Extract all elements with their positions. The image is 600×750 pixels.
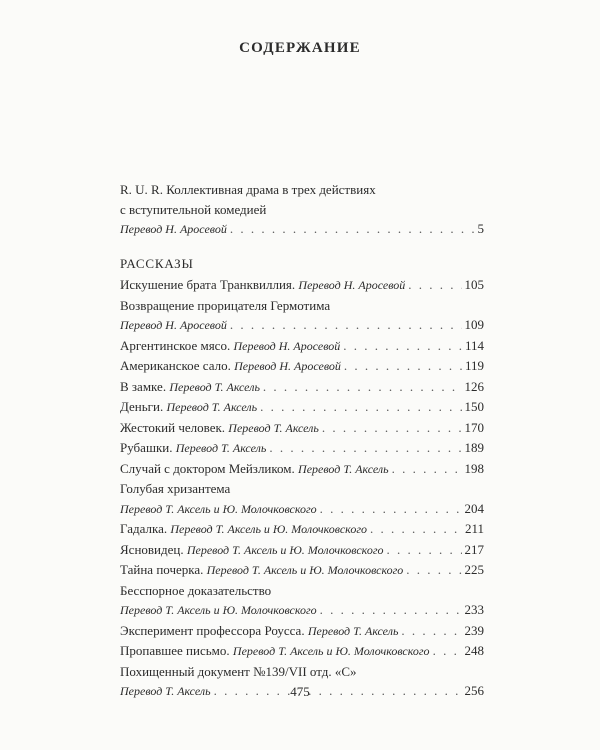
toc-line [120, 540, 484, 561]
story-page: 189 [464, 440, 484, 455]
story-translator: Перевод Т. Аксель и Ю. Молочковского [170, 522, 367, 536]
toc-line-text [120, 519, 367, 540]
story-title: Бесспорное доказательство [120, 582, 272, 598]
story-title: Случай с доктором Мейзликом. [120, 460, 295, 476]
toc-line-text [120, 479, 230, 499]
story-title: Пропавшее письмо. [120, 643, 230, 658]
toc-line [120, 479, 484, 499]
story-translator: Перевод Н. Аросевой [234, 359, 341, 373]
leader-dots [392, 459, 462, 479]
leader-dots [263, 377, 462, 397]
play-title-line-1: R. U. R. Коллективная драма в трех действиях [120, 182, 376, 197]
toc-line-text [120, 600, 317, 621]
toc-line [120, 600, 484, 621]
toc-entry [120, 621, 484, 642]
leader-dots [344, 356, 462, 376]
toc-entry [120, 438, 484, 459]
story-title: Тайна почерка. [120, 562, 204, 577]
story-page: 170 [464, 419, 484, 435]
story-translator: Перевод Т. Аксель [298, 461, 389, 476]
toc-entry [120, 560, 484, 581]
toc-entry [120, 275, 484, 296]
toc-line [120, 560, 484, 581]
story-translator: Перевод Н. Аросевой [233, 338, 341, 353]
leader-dots [433, 641, 462, 661]
toc-line [120, 581, 484, 601]
leader-dots [408, 275, 461, 295]
toc-line-text [120, 356, 341, 377]
story-title: Похищенный документ №139/VII отд. «С» [120, 663, 357, 679]
story-page: 109 [464, 317, 484, 332]
story-translator: Перевод Т. Аксель и Ю. Молочковского [232, 644, 430, 658]
toc-entry-play [120, 180, 484, 240]
story-translator: Перевод Т. Аксель [120, 684, 211, 698]
toc-entry [120, 397, 484, 418]
story-page: 211 [464, 521, 484, 536]
page-number: 475 [290, 684, 310, 699]
leader-dots [343, 336, 462, 356]
play-translator: Перевод Н. Аросевой [120, 222, 227, 236]
toc-entry [120, 459, 484, 480]
story-page: 256 [464, 683, 484, 698]
toc-line-text [120, 662, 357, 682]
story-translator: Перевод Т. Аксель [169, 379, 260, 394]
toc-entry [120, 356, 484, 377]
story-translator: Перевод Т. Аксель [228, 420, 319, 435]
leader-dots [230, 219, 475, 239]
toc-entry [120, 519, 484, 540]
story-page: 233 [464, 602, 484, 617]
story-title: Жестокий человек. [120, 419, 226, 435]
leader-dots [260, 397, 461, 417]
story-title: Эксперимент профессора Роусса. [120, 622, 305, 638]
toc-line [120, 459, 484, 480]
story-page: 198 [464, 460, 484, 476]
story-title: Аргентинское мясо. [120, 337, 231, 353]
page-title: СОДЕРЖАНИЕ [239, 40, 361, 56]
toc-line-text [120, 418, 319, 439]
toc-line [120, 275, 484, 296]
story-translator: Перевод Т. Аксель и Ю. Молочковского [206, 563, 404, 577]
play-title-line-2: с вступительной комедией [120, 201, 267, 217]
leader-dots [387, 540, 462, 560]
leader-dots [322, 418, 462, 438]
story-translator: Перевод Н. Аросевой [120, 318, 227, 332]
story-title: Рубашки. [120, 440, 173, 455]
toc-line-text [120, 459, 389, 480]
toc-line-text [120, 275, 405, 296]
leader-dots [320, 600, 462, 620]
toc-line [120, 296, 484, 316]
story-translator: Перевод Н. Аросевой [298, 278, 406, 292]
story-translator: Перевод Т. Аксель [175, 441, 267, 455]
toc-entry [120, 641, 484, 662]
toc-entry [120, 479, 484, 519]
story-page: 119 [464, 358, 484, 373]
toc-line [120, 418, 484, 439]
toc-entry [120, 418, 484, 439]
story-title: Гадалка. [120, 521, 168, 536]
toc-entry [120, 296, 484, 336]
toc-line [120, 519, 484, 540]
story-title: Возвращение прорицателя Гермотима [120, 297, 331, 313]
toc-line [120, 662, 484, 682]
toc-entry [120, 377, 484, 398]
toc-entry [120, 540, 484, 561]
story-page: 248 [464, 643, 484, 658]
toc-line-text [120, 315, 227, 336]
toc-line-text [120, 438, 266, 459]
story-translator: Перевод Т. Аксель и Ю. Молочковского [186, 542, 384, 557]
story-page: 217 [464, 541, 484, 557]
toc-line-text [120, 397, 257, 418]
toc-line-text [120, 581, 271, 601]
story-page: 105 [464, 277, 484, 292]
story-page: 239 [464, 622, 484, 638]
toc-line [120, 336, 484, 357]
leader-dots [406, 560, 461, 580]
toc-line-text [120, 540, 384, 561]
play-translator-line [120, 219, 484, 240]
leader-dots [401, 621, 461, 641]
leader-dots [269, 438, 461, 458]
story-translator: Перевод Т. Аксель и Ю. Молочковского [120, 603, 317, 617]
toc-entry [120, 581, 484, 621]
toc-entry [120, 336, 484, 357]
toc-line-text [120, 621, 398, 642]
toc-line [120, 397, 484, 418]
story-page: 204 [464, 500, 484, 516]
story-translator: Перевод Т. Аксель [166, 400, 258, 414]
leader-dots [370, 519, 462, 539]
toc-line [120, 641, 484, 662]
story-title: Искушение брата Транквиллия. [120, 277, 296, 292]
story-page: 114 [464, 337, 484, 353]
toc-line-text [120, 336, 340, 357]
section-heading: РАССКАЗЫ [120, 255, 194, 271]
toc-line-text [120, 641, 430, 662]
story-title: Голубая хризантема [120, 481, 231, 496]
toc-line-text [120, 499, 317, 520]
toc-line [120, 377, 484, 398]
toc-line-text [120, 377, 260, 398]
story-page: 225 [464, 562, 484, 577]
toc-line [120, 621, 484, 642]
story-page: 150 [464, 399, 484, 414]
toc-line-text [120, 296, 330, 316]
story-title: Деньги. [120, 399, 164, 414]
play-page: 5 [477, 221, 484, 236]
story-title: Ясновидец. [120, 541, 184, 557]
toc-line-text [120, 560, 403, 581]
leader-dots [320, 499, 462, 519]
story-title: В замке. [120, 378, 167, 394]
table-of-contents [120, 180, 484, 702]
toc-line [120, 356, 484, 377]
story-translator: Перевод Т. Аксель [307, 623, 399, 638]
story-title: Американское сало. [120, 358, 231, 373]
story-page: 126 [464, 378, 484, 394]
stories-list [120, 275, 484, 702]
toc-line [120, 499, 484, 520]
leader-dots [230, 315, 462, 335]
toc-line [120, 438, 484, 459]
toc-line [120, 315, 484, 336]
story-translator: Перевод Т. Аксель и Ю. Молочковского [120, 501, 317, 516]
